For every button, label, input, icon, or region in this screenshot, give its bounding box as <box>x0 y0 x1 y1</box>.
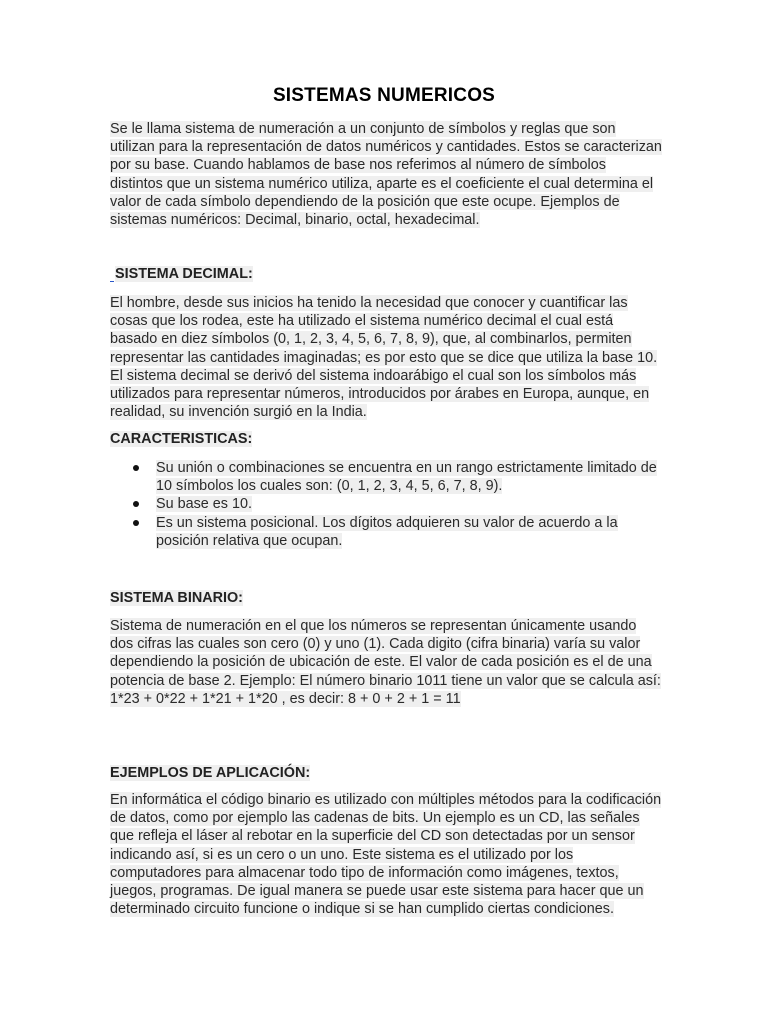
binario-text: Sistema de numeración en el que los números se representan únicamente usando dos cifras las cuales son cero (0) y uno (1). Cada digito (cifra binaria) varía su valor dependiendo la posición de ubicación de este. El valor de cada posición es el de una potencia de base 2. Ejemplo: El número binario 1011 tiene un valor que se calcula así: 1*23 + 0*22 + 1*21 + 1*20 , es decir: 8 + 0 + 2 + 1 = 11 <box>110 618 661 707</box>
binario-heading <box>110 590 243 606</box>
decimal-paragraph <box>110 294 662 421</box>
caracteristicas-heading-text: CARACTERISTICAS: <box>110 431 253 447</box>
list-item <box>110 459 662 495</box>
binario-heading-text: SISTEMA BINARIO: <box>110 590 243 606</box>
aplicacion-heading <box>110 765 310 781</box>
intro-paragraph <box>110 120 662 229</box>
binario-paragraph <box>110 617 662 708</box>
list-item-text: Su unión o combinaciones se encuentra en un rango estrictamente limitado de 10 símbolos los cuales son: (0, 1, 2, 3, 4, 5, 6, 7, 8, 9). <box>156 460 657 495</box>
list-item <box>110 495 662 513</box>
list-item-text: Su base es 10. <box>156 496 253 513</box>
caracteristicas-list <box>110 459 662 550</box>
list-item <box>110 514 662 550</box>
bullet-icon <box>133 465 139 471</box>
bullet-icon <box>133 501 139 507</box>
caracteristicas-heading <box>110 431 252 447</box>
aplicacion-paragraph <box>110 791 662 918</box>
decimal-heading-text: SISTEMA DECIMAL: <box>115 266 253 282</box>
aplicacion-heading-text: EJEMPLOS DE APLICACIÓN: <box>110 765 311 781</box>
intro-text: Se le llama sistema de numeración a un conjunto de símbolos y reglas que son utilizan para la representación de datos numéricos y cantidades. Estos se caracterizan por su base. Cuando hablamos de base nos referimos al número de símbolos distintos que un sistema numérico utiliza, aparte es el coeficiente el cual determina el valor de cada símbolo dependiendo de la posición que este ocupe. Ejemplos de sistemas numéricos: Decimal, binario, octal, hexadecimal. <box>110 121 662 229</box>
list-item-text: Es un sistema posicional. Los dígitos adquieren su valor de acuerdo a la posición relativa que ocupan. <box>156 514 618 549</box>
decimal-text: El hombre, desde sus inicios ha tenido la necesidad que conocer y cuantificar las cosas que los rodea, este ha utilizado el sistema numérico decimal el cual está basado en diez símbolos (0, 1, 2, 3, 4, 5, 6, 7, 8, 9), que, al combinarlos, permiten representar las cantidades imaginadas; es por esto que se dice que utiliza la base 10. El sistema decimal se derivó del sistema indoarábigo el cual son los símbolos más utilizados para representar números, introducidos por árabes en Europa, aunque, en realidad, su invención surgió en la India. <box>110 295 658 421</box>
bullet-icon <box>133 520 139 526</box>
decimal-heading <box>110 266 253 282</box>
heading-anchor-mark <box>110 269 114 282</box>
aplicacion-text: En informática el código binario es utilizado con múltiples métodos para la codificación de datos, como por ejemplo las cadenas de bits. Un ejemplo es un CD, las señales que refleja el láser al rebotar en la superficie del CD son detectadas por un sensor indicando así, si es un cero o un uno. Este sistema es el utilizado por los computadores para almacenar todo tipo de información como imágenes, textos, juegos, programas. De igual manera se puede usar este sistema para hacer que un determinado circuito funcione o indique si se han cumplido ciertas condiciones. <box>110 792 662 918</box>
document-title: SISTEMAS NUMERICOS <box>272 85 496 106</box>
